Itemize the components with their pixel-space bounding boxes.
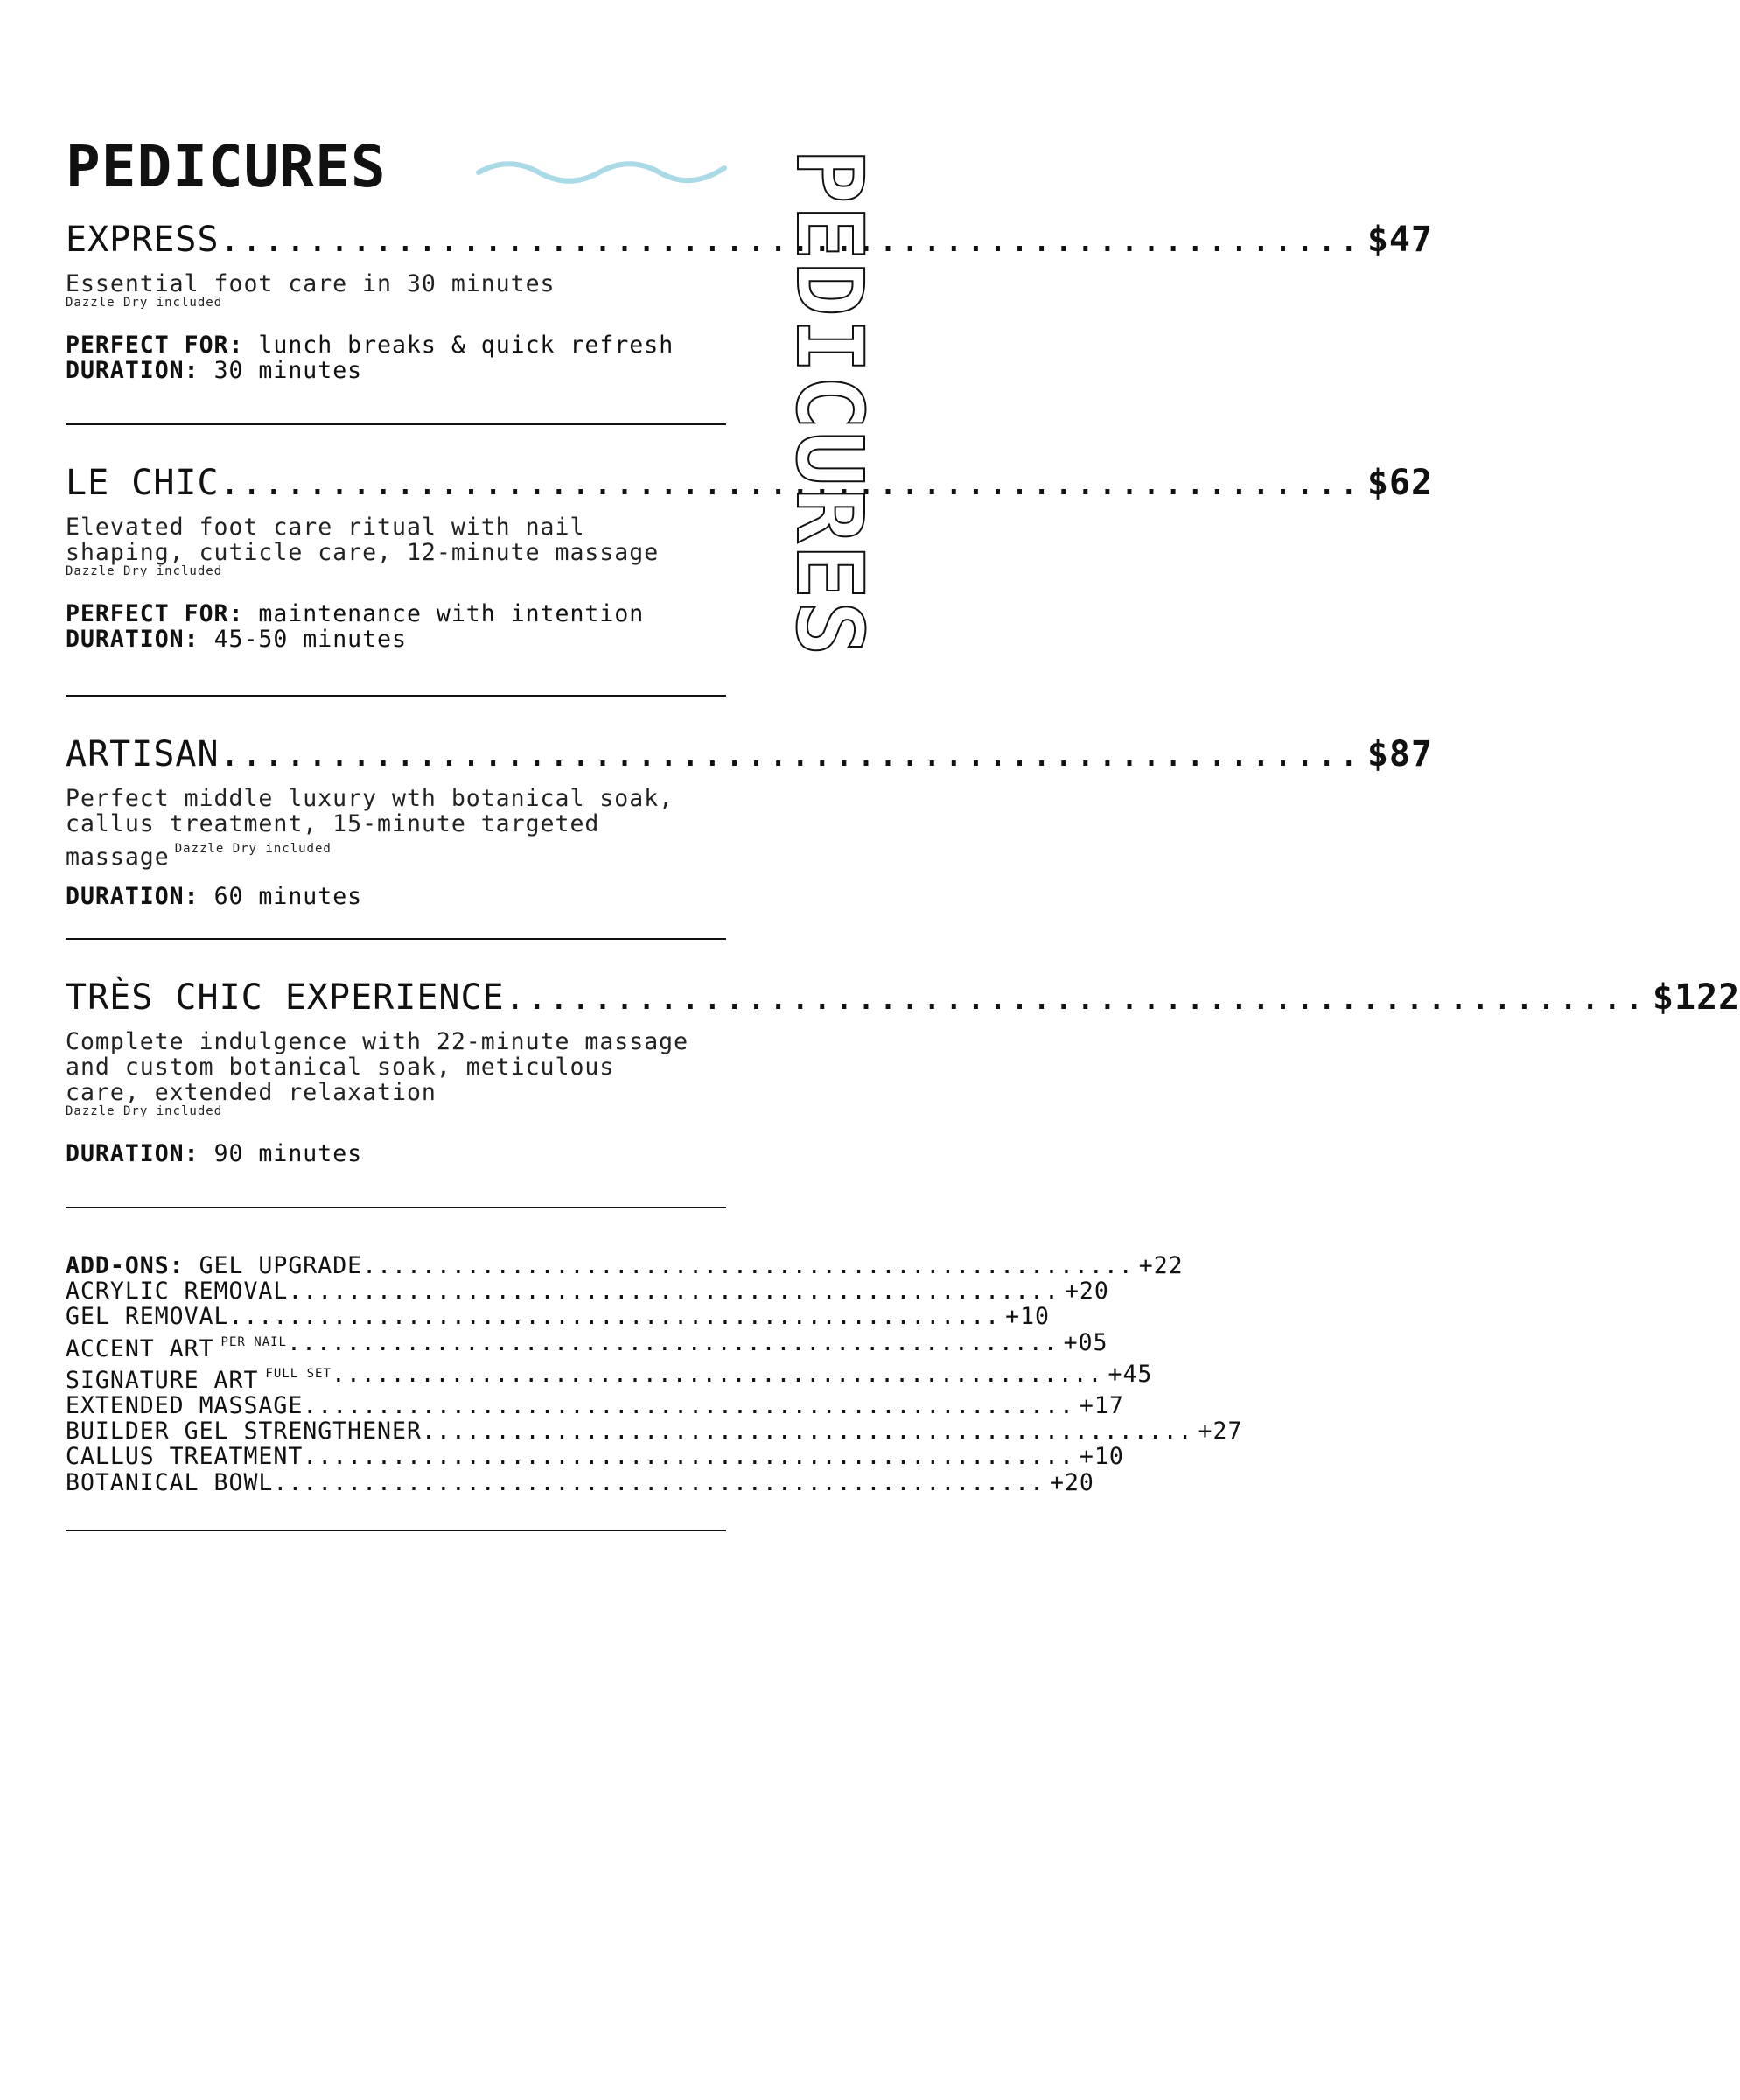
service-name: LE CHIC [66,463,220,503]
leader-dots: .................................................... [303,1392,1074,1420]
addon-name: BUILDER GEL STRENGTHENER [66,1418,422,1446]
addon-price: +20 [1050,1468,1094,1496]
addon-name: GEL REMOVAL [66,1303,229,1331]
wave-decoration [477,158,726,187]
service-note: Dazzle Dry included [66,296,223,310]
duration [66,358,726,383]
divider [66,695,726,696]
addon-qualifier: PER NAIL [220,1334,287,1349]
perfect-for-label: PERFECT FOR: [66,332,244,359]
duration-label: DURATION: [66,1140,199,1167]
service-express [66,220,1434,384]
service-name: ARTISAN [66,734,220,774]
addon-name: SIGNATURE ART [66,1366,259,1394]
divider [66,424,726,425]
service-artisan [66,734,1434,910]
service-description [66,786,726,870]
duration [66,626,726,652]
addon-row [66,1443,1124,1471]
duration-value: 45-50 minutes [213,626,407,653]
addon-price: +10 [1005,1303,1051,1331]
leader-dots: .................................................... [219,734,1360,774]
service-name: TRÈS CHIC EXPERIENCE [66,977,505,1018]
service-heading [66,463,1434,503]
service-price: $62 [1366,463,1434,503]
leader-dots: .................................................... [331,1360,1103,1388]
service-price: $87 [1366,734,1434,774]
addon-name: GEL UPGRADE [199,1252,363,1279]
service-name: EXPRESS [66,220,220,260]
addon-row [66,1418,1243,1446]
service-heading [66,977,1740,1018]
addon-price: +05 [1063,1328,1108,1356]
addon-row [66,1252,1184,1279]
leader-dots: .................................................... [273,1468,1045,1496]
service-le-chic [66,463,1434,653]
addon-row [66,1278,1109,1306]
addon-row [66,1468,1094,1496]
leader-dots: .................................................... [303,1443,1074,1471]
service-description-text: Perfect middle luxury wth botanical soak, callus treatment, 15-minute targeted massage [66,785,674,871]
leader-dots: .................................................... [286,1328,1059,1356]
addon-name: ACCENT ART [66,1334,214,1362]
leader-dots: .................................................... [219,463,1360,503]
addons-label: ADD-ONS: [66,1252,185,1279]
addon-qualifier: FULL SET [265,1366,332,1381]
addon-row [66,1360,1153,1394]
addon-price: +27 [1198,1418,1243,1446]
service-note: Dazzle Dry included [66,564,223,578]
service-price: $47 [1366,220,1434,260]
duration-value: 60 minutes [213,883,363,910]
perfect-for-value: maintenance with intention [258,600,645,627]
perfect-for [66,601,726,626]
divider [66,1207,726,1208]
perfect-for-value: lunch breaks & quick refresh [258,332,674,359]
side-title: PEDICURES [776,149,883,658]
service-tres-chic-experience [66,977,1740,1167]
duration [66,884,726,909]
page-title: PEDICURES [66,133,387,200]
addon-row [66,1328,1108,1362]
addon-price: +20 [1064,1278,1109,1306]
addon-price: +45 [1108,1360,1153,1388]
service-heading [66,220,1434,260]
divider [66,1530,726,1531]
duration-label: DURATION: [66,357,199,384]
divider [66,938,726,940]
service-description: Elevated foot care ritual with nail shaping, cuticle care, 12-minute massage [66,514,660,566]
duration-value: 30 minutes [213,357,363,384]
service-note: Dazzle Dry included [174,842,332,856]
leader-dots: .................................................... [228,1303,1001,1331]
addon-row [66,1303,1051,1331]
duration-label: DURATION: [66,883,199,910]
addon-price: +17 [1079,1392,1124,1420]
service-note: Dazzle Dry included [66,1104,223,1118]
leader-dots: .................................................... [504,977,1646,1018]
leader-dots: .................................................... [421,1418,1193,1446]
service-heading [66,734,1434,774]
perfect-for-label: PERFECT FOR: [66,600,244,627]
addon-row [66,1392,1124,1420]
service-price: $122 [1652,977,1740,1018]
leader-dots: .................................................... [362,1252,1134,1279]
service-description: Complete indulgence with 22-minute massage and custom botanical soak, meticulous care, extended relaxation [66,1028,689,1106]
perfect-for [66,332,726,358]
leader-dots: .................................................... [288,1278,1059,1306]
addon-name: ACRYLIC REMOVAL [66,1278,289,1306]
addons-list [66,1252,1243,1496]
addon-name: BOTANICAL BOWL [66,1468,274,1496]
addon-name: CALLUS TREATMENT [66,1443,304,1471]
duration-value: 90 minutes [213,1140,363,1167]
duration-label: DURATION: [66,626,199,653]
service-description: Essential foot care in 30 minutes [66,270,556,298]
addon-name: EXTENDED MASSAGE [66,1392,304,1420]
addon-price: +22 [1138,1252,1184,1279]
addon-price: +10 [1079,1443,1124,1471]
leader-dots: .................................................... [219,220,1360,260]
duration [66,1141,726,1166]
